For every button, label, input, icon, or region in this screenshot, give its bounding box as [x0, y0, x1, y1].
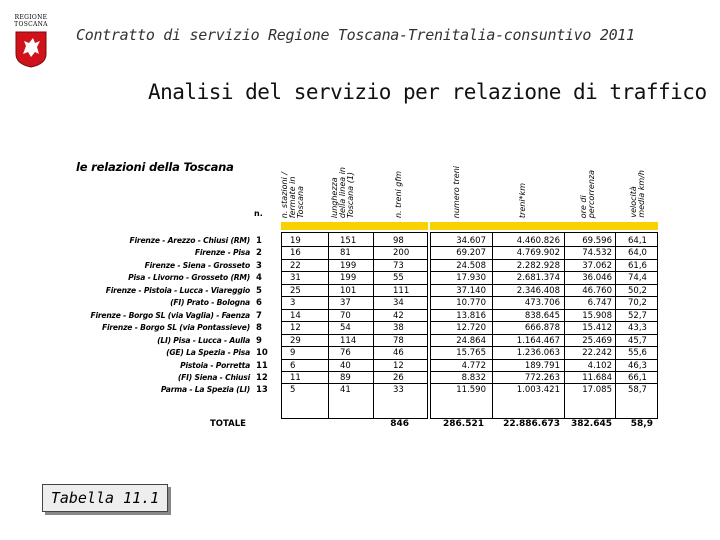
row-divider: [431, 271, 657, 272]
grid-divider: [328, 232, 329, 419]
column-header-lunghezza: lunghezza della linea in Toscana (1): [330, 166, 355, 218]
row-number: 7: [256, 310, 262, 321]
row-label: (FI) Prato - Bologna: [170, 298, 250, 308]
row-label: Parma - La Spezia (LI): [160, 385, 250, 395]
row-divider: [431, 371, 657, 372]
cell-treni-gfm: 46: [393, 348, 404, 359]
logo-text-line2: TOSCANA: [14, 21, 48, 28]
cell-treni-km: 2.282.928: [516, 260, 560, 271]
row-number: 5: [256, 285, 262, 296]
column-header-numero-treni: numero treni: [452, 165, 461, 218]
row-divider: [282, 309, 427, 310]
row-label: Pistoia - Porretta: [180, 360, 250, 370]
cell-treni-km: 4.769.902: [516, 248, 560, 259]
row-number: 4: [256, 273, 262, 284]
cell-ore: 36.046: [582, 273, 612, 284]
cell-ore: 22.242: [582, 348, 612, 359]
cell-numero-treni: 69.207: [456, 248, 486, 259]
cell-stazioni: 11: [290, 372, 301, 383]
cell-lunghezza: 81: [340, 248, 351, 259]
row-divider: [431, 246, 657, 247]
row-divider: [282, 346, 427, 347]
cell-treni-gfm: 42: [393, 310, 404, 321]
cell-ore: 15.412: [582, 323, 612, 334]
cell-treni-km: 189.791: [524, 360, 560, 371]
cell-velocita: 64,1: [628, 236, 647, 246]
column-header-treni-km: treni*km: [518, 182, 527, 218]
cell-stazioni: 22: [290, 260, 301, 271]
cell-lunghezza: 151: [340, 236, 357, 246]
row-label: Firenze - Pisa: [194, 248, 250, 258]
row-divider: [431, 259, 657, 260]
cell-ore: 74.532: [582, 248, 612, 259]
total-label: TOTALE: [210, 419, 246, 429]
cell-numero-treni: 4.772: [461, 360, 486, 371]
row-divider: [282, 334, 427, 335]
row-divider: [282, 321, 427, 322]
cell-treni-gfm: 111: [393, 285, 410, 296]
cell-treni-km: 1.164.467: [516, 335, 560, 346]
cell-stazioni: 25: [290, 285, 301, 296]
cell-treni-km: 666.878: [524, 323, 560, 334]
cell-lunghezza: 70: [340, 310, 351, 321]
cell-stazioni: 12: [290, 323, 301, 334]
cell-treni-km: 4.460.826: [516, 236, 560, 246]
cell-treni-km: 2.681.374: [516, 273, 560, 284]
row-divider: [431, 284, 657, 285]
slide-title: Analisi del servizio per relazione di traffico: [148, 80, 707, 104]
total-numero-treni: 286.521: [443, 419, 484, 429]
row-label: (LI) Pisa - Lucca - Aulla: [157, 335, 250, 345]
row-divider: [282, 259, 427, 260]
cell-velocita: 64,0: [628, 248, 647, 259]
cell-treni-gfm: 38: [393, 323, 404, 334]
column-header-n: n.: [254, 209, 263, 218]
cell-treni-gfm: 73: [393, 260, 404, 271]
cell-numero-treni: 24.864: [456, 335, 486, 346]
cell-velocita: 50,2: [628, 285, 647, 296]
cell-lunghezza: 40: [340, 360, 351, 371]
cell-ore: 69.596: [582, 236, 612, 246]
cell-treni-km: 1.003.421: [516, 385, 560, 396]
cell-lunghezza: 76: [340, 348, 351, 359]
cell-ore: 4.102: [587, 360, 612, 371]
total-treni-gfm: 846: [390, 419, 409, 429]
row-number: 12: [256, 372, 268, 383]
cell-treni-gfm: 26: [393, 372, 404, 383]
column-header-treni-gfm: n. treni gfm: [394, 170, 403, 218]
header-bar-right: [430, 222, 658, 230]
cell-velocita: 43,3: [628, 323, 647, 334]
cell-numero-treni: 11.590: [456, 385, 486, 396]
cell-treni-km: 473.706: [524, 298, 560, 309]
row-divider: [282, 383, 427, 384]
cell-velocita: 70,2: [628, 298, 647, 309]
cell-stazioni: 16: [290, 248, 301, 259]
cell-lunghezza: 199: [340, 260, 357, 271]
cell-treni-gfm: 98: [393, 236, 404, 246]
cell-stazioni: 3: [290, 298, 296, 309]
cell-numero-treni: 37.140: [456, 285, 486, 296]
cell-lunghezza: 37: [340, 298, 351, 309]
row-divider: [282, 296, 427, 297]
cell-numero-treni: 17.930: [456, 273, 486, 284]
cell-velocita: 58,7: [628, 385, 647, 396]
cell-stazioni: 5: [290, 385, 296, 396]
cell-velocita: 61,6: [628, 260, 647, 271]
cell-treni-km: 1.236.063: [516, 348, 560, 359]
column-header-velocita: velocità media km/h: [629, 170, 646, 218]
row-divider: [282, 371, 427, 372]
column-header-ore-percorrenza: ore di percorrenza: [579, 169, 596, 218]
cell-numero-treni: 12.720: [456, 323, 486, 334]
row-divider: [282, 246, 427, 247]
cell-velocita: 52,7: [628, 310, 647, 321]
cell-velocita: 66,1: [628, 372, 647, 383]
total-treni-km: 22.886.673: [503, 419, 560, 429]
header-bar-left: [281, 222, 428, 230]
column-header-stazioni: n. stazioni / fermate in Toscana: [280, 171, 305, 218]
row-divider: [431, 334, 657, 335]
cell-velocita: 74,4: [628, 273, 647, 284]
cell-velocita: 55,6: [628, 348, 647, 359]
cell-treni-km: 772.263: [524, 372, 560, 383]
row-divider: [431, 359, 657, 360]
column-headers: [0, 150, 720, 232]
row-number: 13: [256, 385, 268, 396]
cell-velocita: 45,7: [628, 335, 647, 346]
cell-treni-gfm: 200: [393, 248, 410, 259]
cell-stazioni: 14: [290, 310, 301, 321]
cell-treni-gfm: 55: [393, 273, 404, 284]
cell-stazioni: 19: [290, 236, 301, 246]
row-label: (GE) La Spezia - Pisa: [166, 348, 250, 358]
row-label: Pisa - Livorno - Grosseto (RM): [128, 273, 250, 283]
cell-stazioni: 6: [290, 360, 296, 371]
row-number: 10: [256, 348, 268, 359]
logo-text-line1: REGIONE: [14, 14, 48, 21]
grid-divider: [373, 232, 374, 419]
cell-treni-km: 2.346.408: [516, 285, 560, 296]
row-divider: [282, 284, 427, 285]
cell-treni-gfm: 78: [393, 335, 404, 346]
row-label: Firenze - Arezzo - Chiusi (RM): [129, 236, 250, 245]
cell-treni-gfm: 34: [393, 298, 404, 309]
cell-lunghezza: 41: [340, 385, 351, 396]
cell-treni-gfm: 12: [393, 360, 404, 371]
grid-divider: [492, 232, 493, 419]
row-number: 3: [256, 260, 262, 271]
cell-ore: 25.469: [582, 335, 612, 346]
cell-treni-km: 838.645: [524, 310, 560, 321]
row-number: 2: [256, 248, 262, 259]
header-title: Contratto di servizio Regione Toscana-Trenitalia-consuntivo 2011: [76, 26, 635, 44]
regione-toscana-logo: [8, 14, 54, 70]
table-title: le relazioni della Toscana: [76, 160, 234, 174]
row-divider: [282, 359, 427, 360]
cell-ore: 46.760: [582, 285, 612, 296]
row-number: 11: [256, 360, 268, 371]
row-number: 9: [256, 335, 262, 346]
cell-ore: 6.747: [587, 298, 612, 309]
row-label: Firenze - Borgo SL (via Vaglia) - Faenza: [90, 310, 250, 320]
table-caption: Tabella 11.1: [42, 484, 168, 512]
cell-ore: 17.085: [582, 385, 612, 396]
cell-numero-treni: 15.765: [456, 348, 486, 359]
cell-stazioni: 31: [290, 273, 301, 284]
cell-numero-treni: 13.816: [456, 310, 486, 321]
cell-lunghezza: 89: [340, 372, 351, 383]
cell-numero-treni: 24.508: [456, 260, 486, 271]
row-number: 1: [256, 236, 262, 246]
grid-divider: [564, 232, 565, 419]
cell-ore: 11.684: [582, 372, 612, 383]
row-number: 6: [256, 298, 262, 309]
cell-treni-gfm: 33: [393, 385, 404, 396]
cell-stazioni: 29: [290, 335, 301, 346]
row-divider: [282, 271, 427, 272]
row-label: (FI) Siena - Chiusi: [177, 372, 250, 382]
cell-numero-treni: 8.832: [461, 372, 486, 383]
row-number: 8: [256, 323, 262, 334]
total-velocita: 58,9: [630, 419, 653, 429]
cell-ore: 15.908: [582, 310, 612, 321]
row-divider: [431, 321, 657, 322]
row-divider: [431, 309, 657, 310]
row-label: Firenze - Pistoia - Lucca - Viareggio: [105, 285, 250, 295]
cell-ore: 37.062: [582, 260, 612, 271]
total-ore: 382.645: [571, 419, 612, 429]
cell-lunghezza: 114: [340, 335, 357, 346]
cell-stazioni: 9: [290, 348, 296, 359]
pegasus-shield-icon: [14, 30, 48, 68]
row-divider: [431, 346, 657, 347]
row-divider: [431, 296, 657, 297]
row-divider: [431, 383, 657, 384]
grid-divider: [615, 232, 616, 419]
row-label: Firenze - Borgo SL (via Pontassieve): [102, 323, 250, 333]
cell-numero-treni: 10.770: [456, 298, 486, 309]
cell-velocita: 46,3: [628, 360, 647, 371]
row-label: Firenze - Siena - Grosseto: [144, 260, 250, 270]
cell-numero-treni: 34.607: [456, 236, 486, 246]
cell-lunghezza: 101: [340, 285, 357, 296]
cell-lunghezza: 54: [340, 323, 351, 334]
cell-lunghezza: 199: [340, 273, 357, 284]
